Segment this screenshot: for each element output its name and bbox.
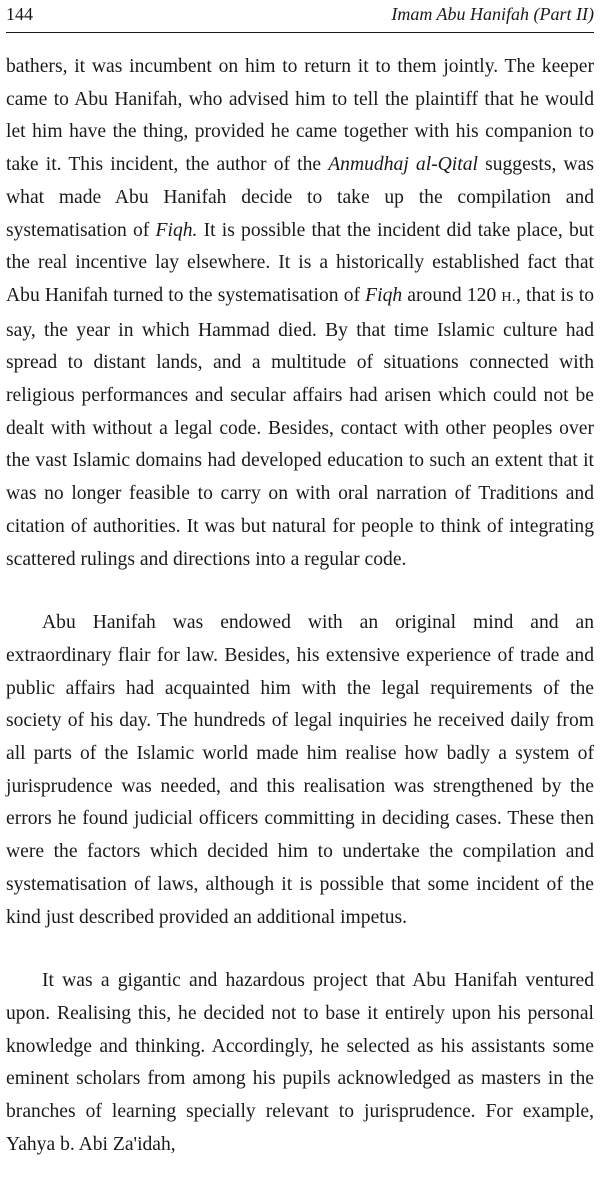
paragraph <box>6 607 594 934</box>
running-title: Imam Abu Hanifah (Part II) <box>391 4 594 24</box>
book-page <box>6 0 594 1181</box>
paragraph <box>6 965 594 1161</box>
text-run: It is possible that the incident did take place, but the real incentive lay elsewhere. It is a historically established fact that Abu Hanifah turned to the systematisation of <box>6 219 594 306</box>
page-number: 144 <box>6 4 33 24</box>
paragraph <box>6 51 594 576</box>
text-run: suggests, was what made Abu Hanifah decide to take up the compilation and systematisation of <box>6 154 594 241</box>
text-run: bathers, it was incumbent on him to return it to them jointly. The keeper came to Abu Hanifah, who advised him to tell the plaintiff that he would let him have the thing, provided he came together with his companion to take it. This incident, the author of the <box>6 56 594 176</box>
text-run: It was a gigantic and hazardous project that Abu Hanifah ventured upon. Realising this, he decided not to base it entirely upon his personal knowledge and thinking. Accordingly, he selected as his assistants some eminent scholars from among his pupils acknowledged as masters in the branches of learning specially relevant to jurisprudence. For example, Yahya b. Abi Za'idah, <box>6 970 594 1155</box>
running-head <box>6 2 594 33</box>
italic-term: Fiqh. <box>155 219 198 241</box>
text-run: , that is to say, the year in which Hammad died. By that time Islamic culture had spread to distant lands, and a multitude of situations connected with religious performances and secular affairs had arisen which could not be dealt with without a legal code. Besides, contact with other peoples over the vast Islamic domains had developed education to such an extent that it was no longer feasible to carry on with oral narration of Traditions and citation of authorities. It was but natural for people to think of integrating scattered rulings and directions into a regular code. <box>6 284 594 570</box>
body-text <box>6 51 594 1162</box>
text-run: Abu Hanifah was endowed with an original mind and an extraordinary flair for law. Besides, his extensive experience of trade and public affairs had acquainted him with the legal requirements of the society of his day. The hundreds of legal inquiries he received daily from all parts of the Islamic world made him realise how badly a system of jurisprudence was needed, and this realisation was strengthened by the errors he found judicial officers committing in deciding cases. These then were the factors which decided him to undertake the compilation and systematisation of laws, although it is possible that some incident of the kind just described provided an additional impetus. <box>6 612 594 928</box>
italic-term: Fiqh <box>365 284 403 306</box>
text-run: around 120 <box>402 284 502 306</box>
italic-term: Anmudhaj al-Qital <box>328 154 478 176</box>
era-abbreviation: H. <box>501 289 516 305</box>
